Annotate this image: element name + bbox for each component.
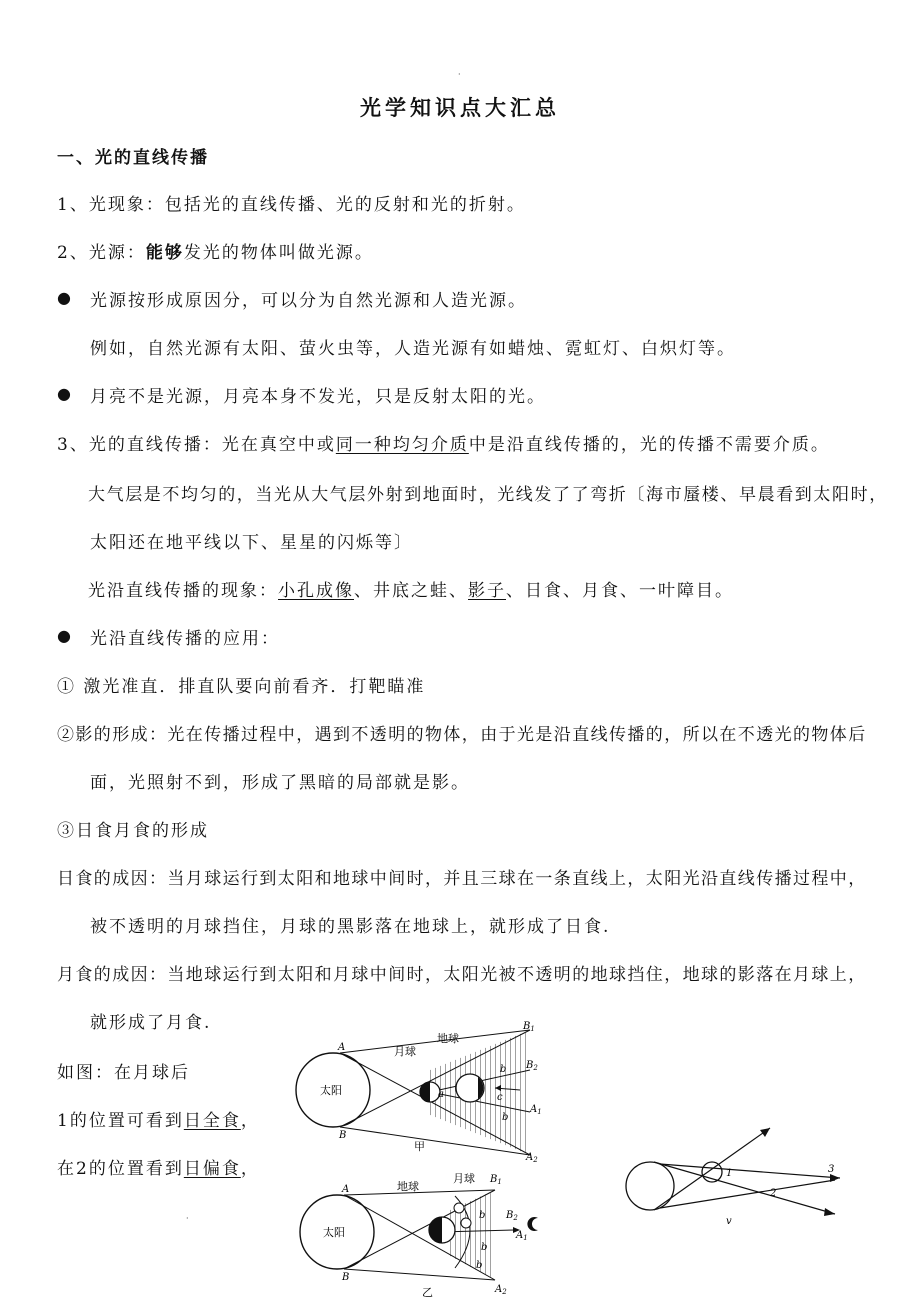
figure-note-2	[57, 1106, 260, 1131]
label-B: B	[339, 1130, 347, 1141]
bottom-dot: ·	[186, 1214, 189, 1223]
note2-prefix: 1的位置可看到	[57, 1111, 184, 1131]
page-title: 光学知识点大汇总	[360, 95, 560, 120]
ray-line	[654, 1128, 770, 1210]
label-B1: $B_1$	[523, 1021, 535, 1033]
label-A2: $A_2$	[526, 1152, 538, 1164]
paragraph-light-source	[57, 238, 374, 263]
label-moon: 月球	[453, 1172, 475, 1185]
application-3: ③日食月食的形成	[57, 821, 209, 841]
label-moon: 月球	[394, 1045, 416, 1058]
ray-line	[654, 1162, 835, 1214]
bullet-icon: ●	[57, 384, 71, 403]
lunar-eclipse-line-2: 就形成了月食.	[90, 1013, 212, 1033]
label-region-2: 2	[770, 1188, 777, 1199]
note3-suffix: ，	[240, 1159, 260, 1179]
figure-note-3	[57, 1154, 260, 1179]
phen-rest: 、日食、月食、一叶障目。	[506, 581, 734, 601]
caption-yi: 乙	[422, 1286, 433, 1299]
figure-note-1: 如图：在月球后	[57, 1063, 190, 1083]
label-B2: $B_2$	[526, 1060, 538, 1072]
label-b-top: b	[500, 1064, 507, 1075]
label-earth: 地球	[437, 1032, 459, 1045]
lunar-eclipse-diagram	[290, 1168, 560, 1302]
application-1: ① 激光准直．排直队要向前看齐．打靶瞄准	[57, 677, 426, 697]
label-b-bottom: b	[502, 1112, 509, 1123]
section-heading: 一、光的直线传播	[57, 148, 209, 168]
arrow-head	[760, 1128, 770, 1137]
label-A2: $A_2$	[495, 1284, 507, 1296]
bullet-applications: 光沿直线传播的应用：	[90, 629, 280, 649]
label-A: A	[338, 1042, 346, 1053]
earth-dark-side	[429, 1217, 442, 1243]
moon-circle	[461, 1218, 471, 1228]
label-region-1: 1	[726, 1168, 733, 1179]
uniform-medium-underlined: 同一种均匀介质	[335, 435, 469, 455]
label-b: b	[476, 1260, 483, 1271]
label-region-3: 3	[828, 1164, 835, 1175]
straight-line-prefix: 3、光的直线传播：光在真空中或	[57, 435, 336, 455]
solar-eclipse-line-2: 被不透明的月球挡住，月球的黑影落在地球上，就形成了日食.	[90, 917, 611, 937]
label-B1: $B_1$	[490, 1174, 502, 1186]
label-sun: 太阳	[320, 1084, 342, 1097]
label-c: c	[497, 1092, 503, 1103]
moon-crescent-icon	[527, 1217, 538, 1231]
label-sun: 太阳	[323, 1226, 345, 1239]
eclipse-regions-diagram	[620, 1120, 850, 1230]
ray-line	[660, 1180, 835, 1208]
note3-prefix: 在2的位置看到	[57, 1159, 184, 1179]
shadow-underlined: 影子	[468, 581, 506, 601]
phen-prefix: 光沿直线传播的现象：	[88, 581, 278, 601]
atmosphere-line-2: 太阳还在地平线以下、星星的闪烁等〕	[90, 533, 413, 553]
light-source-bold: 能够	[145, 243, 184, 263]
moon-circle	[454, 1203, 464, 1213]
bullet-icon: ●	[57, 288, 71, 307]
partial-eclipse-underlined: 日偏食	[183, 1159, 241, 1179]
label-A1: $A_1$	[516, 1230, 528, 1242]
label-A: A	[342, 1184, 350, 1195]
sun-circle	[626, 1162, 674, 1210]
paragraph-optical-phenomena: 1、光现象：包括光的直线传播、光的反射和光的折射。	[57, 195, 526, 215]
lunar-eclipse-line-1: 月食的成因：当地球运行到太阳和月球中间时，太阳光被不透明的地球挡住，地球的影落在月球上，	[57, 965, 867, 985]
paragraph-straight-line	[57, 430, 830, 455]
light-source-rest: 发光的物体叫做光源。	[183, 243, 374, 263]
label-a: a	[438, 1089, 444, 1100]
label-B2: $B_2$	[506, 1210, 518, 1222]
label-b: b	[479, 1210, 486, 1221]
bullet-source-classification: 光源按形成原因分，可以分为自然光源和人造光源。	[90, 291, 527, 311]
ray-line	[344, 1190, 495, 1195]
label-b: b	[481, 1242, 488, 1253]
caption-jia: 甲	[414, 1140, 425, 1153]
pinhole-underlined: 小孔成像	[278, 581, 354, 601]
arrow-head	[824, 1208, 835, 1216]
solar-eclipse-diagram	[290, 1020, 560, 1170]
total-eclipse-underlined: 日全食	[183, 1111, 241, 1131]
ray-line	[344, 1269, 495, 1280]
note2-suffix: ，	[240, 1111, 260, 1131]
caption-v: v	[726, 1216, 732, 1227]
atmosphere-line-1: 大气层是不均匀的，当光从大气层外射到地面时，光线发了了弯折〔海市蜃楼、早晨看到太阳时，	[88, 485, 888, 505]
source-examples: 例如，自然光源有太阳、萤火虫等，人造光源有如蜡烛、霓虹灯、白炽灯等。	[90, 339, 736, 359]
phen-mid: 、井底之蛙、	[354, 581, 468, 601]
application-2-line-2: 面，光照射不到，形成了黑暗的局部就是影。	[90, 773, 470, 793]
bullet-icon: ●	[57, 626, 71, 645]
label-earth: 地球	[397, 1180, 419, 1193]
light-source-prefix: 2、光源：	[57, 243, 146, 263]
straight-line-rest: 中是沿直线传播的，光的传播不需要介质。	[468, 435, 830, 455]
label-A1: $A_1$	[530, 1104, 542, 1116]
straight-line-phenomena	[88, 576, 734, 601]
arrow-head	[830, 1174, 840, 1182]
solar-eclipse-line-1: 日食的成因：当月球运行到太阳和地球中间时，并且三球在一条直线上，太阳光沿直线传播过程中，	[57, 869, 867, 889]
top-dot: ·	[458, 70, 461, 79]
application-2-line-1: ②影的形成：光在传播过程中，遇到不透明的物体，由于光是沿直线传播的，所以在不透光的物体后	[57, 725, 867, 745]
bullet-moon-not-source: 月亮不是光源，月亮本身不发光，只是反射太阳的光。	[90, 387, 546, 407]
label-B: B	[342, 1272, 350, 1283]
